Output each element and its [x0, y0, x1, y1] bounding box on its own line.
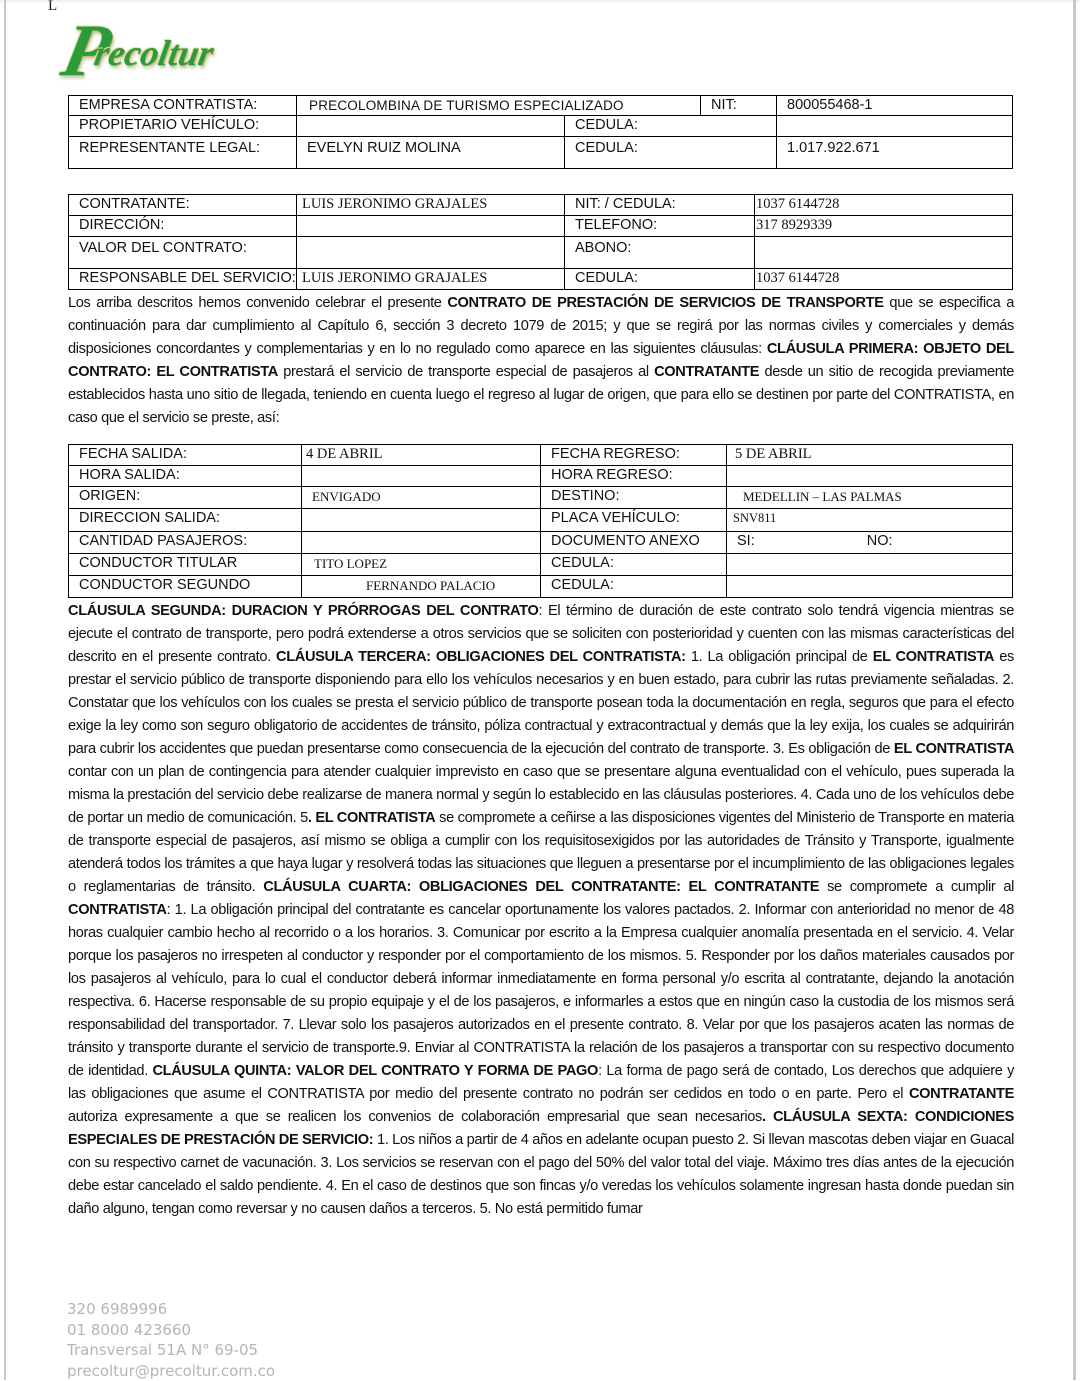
departure-date-label: FECHA SALIDA: — [69, 445, 302, 466]
responsible-label: RESPONSABLE DEL SERVICIO: — [69, 269, 297, 290]
deposit-value — [755, 237, 1013, 269]
page-top-shadow — [0, 0, 1080, 4]
departure-address-value — [302, 509, 541, 532]
return-time-value — [727, 466, 1013, 487]
address-label: DIRECCIÓN: — [69, 216, 297, 237]
clause-3-bold: . EL CONTRATISTA — [308, 810, 436, 826]
return-date-value: 5 DE ABRIL — [727, 445, 1013, 466]
main-driver-cedula-label: CEDULA: — [541, 554, 727, 576]
table-row — [69, 576, 1013, 598]
address-value — [297, 216, 565, 237]
footer-address: Transversal 51A N° 69-05 — [67, 1340, 275, 1361]
clause-3-text: contar con un plan de contingencia para atender cualquier imprevisto en caso que se presentare alguna eventualidad con el vehículo, pues superada la misma la prestación del servicio debe realizarse de manera normal y según lo establecido en las cláusulas posteriores. 4. Cada uno de los vehículos debe de portar un medio de comunicación. 5 — [68, 764, 1014, 826]
clause-4-title: CLÁUSULA CUARTA: OBLIGACIONES DEL CONTRATANTE: EL CONTRATANTE — [263, 879, 819, 895]
departure-date-value: 4 DE ABRIL — [302, 445, 541, 466]
table-row — [69, 487, 1013, 509]
clause-2-text: : El término de duración de este contrato solo tendrá vigencia mientras se ejecute el contrato de transporte, pero podrá extenderse a otros servicios que se soliciten con posterioridad y cuenten con las mismas características del descrito en el presente contrato. — [68, 603, 1014, 665]
clause-4-bold: CONTRATISTA — [68, 902, 167, 918]
intro-text: que se especifica a continuación para dar cumplimiento al Capítulo 6, sección 3 decreto 1079 de 2015; y que se regirá por las normas civiles y comerciales y demás disposiciones concordantes y complementarias y en lo no regulado como aparece en las siguientes cláusulas: — [68, 295, 1014, 357]
nit-label: NIT: — [701, 96, 777, 116]
return-date-label: FECHA REGRESO: — [541, 445, 727, 466]
client-table — [68, 194, 1013, 290]
page-right-edge — [1073, 0, 1076, 1380]
annex-document-options — [727, 532, 1013, 554]
page-marker: L — [48, 0, 57, 15]
footer-email: precoltur@precoltur.com.co — [67, 1361, 275, 1381]
owner-cedula-value — [777, 116, 1013, 137]
phone-value: 317 8929339 — [755, 216, 1013, 237]
trip-table — [68, 444, 1013, 598]
clause-3-title: CLÁUSULA TERCERA: OBLIGACIONES DEL CONTRATISTA: — [276, 649, 686, 665]
footer-phone: 320 6989996 — [67, 1299, 275, 1320]
second-driver-cedula-value — [727, 576, 1013, 598]
clause-5-text: : La forma de pago será de contado, Los derechos que adquiere y las obligaciones que asume el CONTRATISTA por medio del presente contrato no podrán ser cedidos en todo o en parte. Pero el — [68, 1063, 1014, 1102]
table-row — [69, 237, 1013, 269]
intro-paragraph — [68, 292, 1014, 430]
contract-value-label: VALOR DEL CONTRATO: — [69, 237, 297, 269]
owner-cedula-label: CEDULA: — [565, 116, 777, 137]
legal-rep-cedula-label: CEDULA: — [565, 137, 777, 169]
clause-1-bold: CONTRATANTE — [654, 364, 759, 380]
table-row — [69, 195, 1013, 216]
logo-wordmark: recoltur — [92, 32, 217, 74]
destination-value: MEDELLIN – LAS PALMAS — [727, 487, 1013, 509]
table-row — [69, 466, 1013, 487]
clause-3-text: 1. La obligación principal de — [686, 649, 873, 665]
main-driver-cedula-value — [727, 554, 1013, 576]
table-row — [69, 96, 1013, 116]
origin-value: ENVIGADO — [302, 487, 541, 509]
owner-label: PROPIETARIO VEHÍCULO: — [69, 116, 297, 137]
clause-2-title: CLÁUSULA SEGUNDA: DURACION Y PRÓRROGAS DEL CONTRATO — [68, 603, 538, 619]
precoltur-logo — [64, 12, 274, 92]
deposit-label: ABONO: — [565, 237, 755, 269]
clause-5-title: CLÁUSULA QUINTA: VALOR DEL CONTRATO Y FORMA DE PAGO — [152, 1063, 598, 1079]
annex-document-label: DOCUMENTO ANEXO — [541, 532, 727, 554]
clause-6-text: 1. Los niños a partir de 4 años en adelante ocupan puesto 2. Si llevan mascotas deben viajar en Guacal con su respectivo carnet de vacunación. 3. Los servicios se reservan con el pago del 50% del valor total del viaje. Máximo tres días antes de la ejecución debe estar cancelado el saldo pendiente. 4. En el caso de destinos que son fincas y/o veredas los vehículos solamente ingresan hasta donde puedan sin daño alguno, tengan como reversar y no causen daños a terceros. 5. No está permitido fumar — [68, 1132, 1014, 1217]
nit-value: 800055468-1 — [777, 96, 1013, 116]
second-driver-label: CONDUCTOR SEGUNDO — [69, 576, 302, 598]
clauses-body — [68, 600, 1014, 1221]
clause-4-text: : 1. La obligación principal del contratante es cancelar oportunamente los valores pactados. 2. Informar con anterioridad no menor de 48 horas cualquier cambio hecho al recorrido o a los horarios. 3. Comunicar por escrito a la Empresa cualquier anomalía presentada en el servicio. 4. Velar porque los pasajeros no irrespeten al conductor y responder por el comportamiento de los mismos. 5. Responder por los daños materiales causados por los pasajeros al vehículo, para lo cual el conductor deberá informar inmediatamente en forma personal y/o escrita al contratante, dejando la anotación respectiva. 6. Hacerse responsable de su propio equipaje y el de los pasajeros, e informarles a estos que en ningún caso la custodia de los mismos será responsabilidad del transportador. 7. Llevar solo los pasajeros autorizados en el presente contrato. 8. Velar por que los pasajeros acaten las normas de tránsito y transporte durante el servicio de transporte.9. Enviar al CONTRATISTA la relación de los pasajeros a transportar con su respectivo documento de identidad. — [68, 902, 1014, 1079]
annex-yes-label: SI: — [737, 533, 755, 549]
client-id-value: 1037 6144728 — [755, 195, 1013, 216]
main-driver-label: CONDUCTOR TITULAR — [69, 554, 302, 576]
client-label: CONTRATANTE: — [69, 195, 297, 216]
legal-rep-value: EVELYN RUIZ MOLINA — [297, 137, 565, 169]
intro-text: Los arriba descritos hemos convenido celebrar el presente — [68, 295, 447, 311]
page-left-edge — [4, 0, 6, 1380]
departure-time-label: HORA SALIDA: — [69, 466, 302, 487]
main-driver-value: TITO LOPEZ — [302, 554, 541, 576]
logo-initial: P — [56, 14, 117, 88]
clause-1-text: desde un sitio de recogida previamente establecidos hasta uno sitio de llegada, teniendo en cuenta luego el regreso al lugar de origen, que para ello se destinen por parte del CONTRATISTA, en caso que el servicio se preste, así: — [68, 364, 1014, 426]
clause-4-text: se compromete a cumplir al — [819, 879, 1014, 895]
responsible-value: LUIS JERONIMO GRAJALES — [297, 269, 565, 290]
clause-3-bold: EL CONTRATISTA — [873, 649, 994, 665]
return-time-label: HORA REGRESO: — [541, 466, 727, 487]
clause-3-text: es prestar el servicio público de transporte disponiendo para ello los vehículos necesarios y en buen estado, para cubrir las rutas previamente señaladas. 2. Constatar que los vehículos con los cuales se presta el servicio público de transporte posean toda la documentación en regla, seguros que para el efecto exige la ley como son seguro obligatorio de accidentes de tránsito, póliza contractual y extracontractual y demás que la ley exija, los cuales se adquirirán para cubrir los accidentes que puedan presentarse como consecuencia de la ejecución del contrato de transporte. 3. Es obligación de — [68, 649, 1014, 757]
origin-label: ORIGEN: — [69, 487, 302, 509]
second-driver-value: FERNANDO PALACIO — [302, 576, 541, 598]
table-row — [69, 116, 1013, 137]
table-row — [69, 216, 1013, 237]
company-label: EMPRESA CONTRATISTA: — [69, 96, 297, 116]
table-row — [69, 509, 1013, 532]
client-value: LUIS JERONIMO GRAJALES — [297, 195, 565, 216]
contact-footer — [67, 1299, 275, 1381]
table-row — [69, 137, 1013, 169]
departure-address-label: DIRECCION SALIDA: — [69, 509, 302, 532]
table-row — [69, 445, 1013, 466]
phone-label: TELEFONO: — [565, 216, 755, 237]
contract-value — [297, 237, 565, 269]
company-table — [68, 95, 1013, 169]
passenger-count-label: CANTIDAD PASAJEROS: — [69, 532, 302, 554]
clause-3-bold: EL CONTRATISTA — [894, 741, 1014, 757]
contract-title: CONTRATO DE PRESTACIÓN DE SERVICIOS DE TRANSPORTE — [447, 295, 883, 311]
clause-5-bold: CONTRATANTE — [909, 1086, 1014, 1102]
vehicle-plate-value: SNV811 — [727, 509, 1013, 532]
footer-toll-free: 01 8000 423660 — [67, 1320, 275, 1341]
annex-no-label: NO: — [867, 533, 893, 549]
clause-3-text: se compromete a ceñirse a las disposiciones vigentes del Ministerio de Transporte en materia de transporte especial de pasajeros, así mismo se obliga a cumplir con los requisitosexigidos por las autoridades de Tránsito y Transporte, igualmente atenderá todos los trámites a que haya lugar y resolverá todas las situaciones que lleguen a presentarse por el incumplimiento de las obligaciones legales o reglamentarias de tránsito. — [68, 810, 1014, 895]
company-value: PRECOLOMBINA DE TURISMO ESPECIALIZADO — [297, 96, 701, 116]
second-driver-cedula-label: CEDULA: — [541, 576, 727, 598]
legal-rep-cedula-value: 1.017.922.671 — [777, 137, 1013, 169]
vehicle-plate-label: PLACA VEHÍCULO: — [541, 509, 727, 532]
clause-6-title: . CLÁUSULA SEXTA: CONDICIONES ESPECIALES DE PRESTACIÓN DE SERVICIO: — [68, 1109, 1014, 1148]
table-row — [69, 269, 1013, 290]
responsible-cedula-label: CEDULA: — [565, 269, 755, 290]
client-id-label: NIT: / CEDULA: — [565, 195, 755, 216]
table-row — [69, 554, 1013, 576]
clause-1-title: CLÁUSULA PRIMERA: OBJETO DEL CONTRATO: EL CONTRATISTA — [68, 341, 1014, 380]
destination-label: DESTINO: — [541, 487, 727, 509]
departure-time-value — [302, 466, 541, 487]
clause-1-text: prestará el servicio de transporte especial de pasajeros al — [278, 364, 654, 380]
owner-value — [297, 116, 565, 137]
table-row — [69, 532, 1013, 554]
responsible-cedula-value: 1037 6144728 — [755, 269, 1013, 290]
clause-5-text: autoriza expresamente a que se realicen los convenios de colaboración empresarial que sean necesarios — [68, 1109, 762, 1125]
legal-rep-label: REPRESENTANTE LEGAL: — [69, 137, 297, 169]
passenger-count-value — [302, 532, 541, 554]
